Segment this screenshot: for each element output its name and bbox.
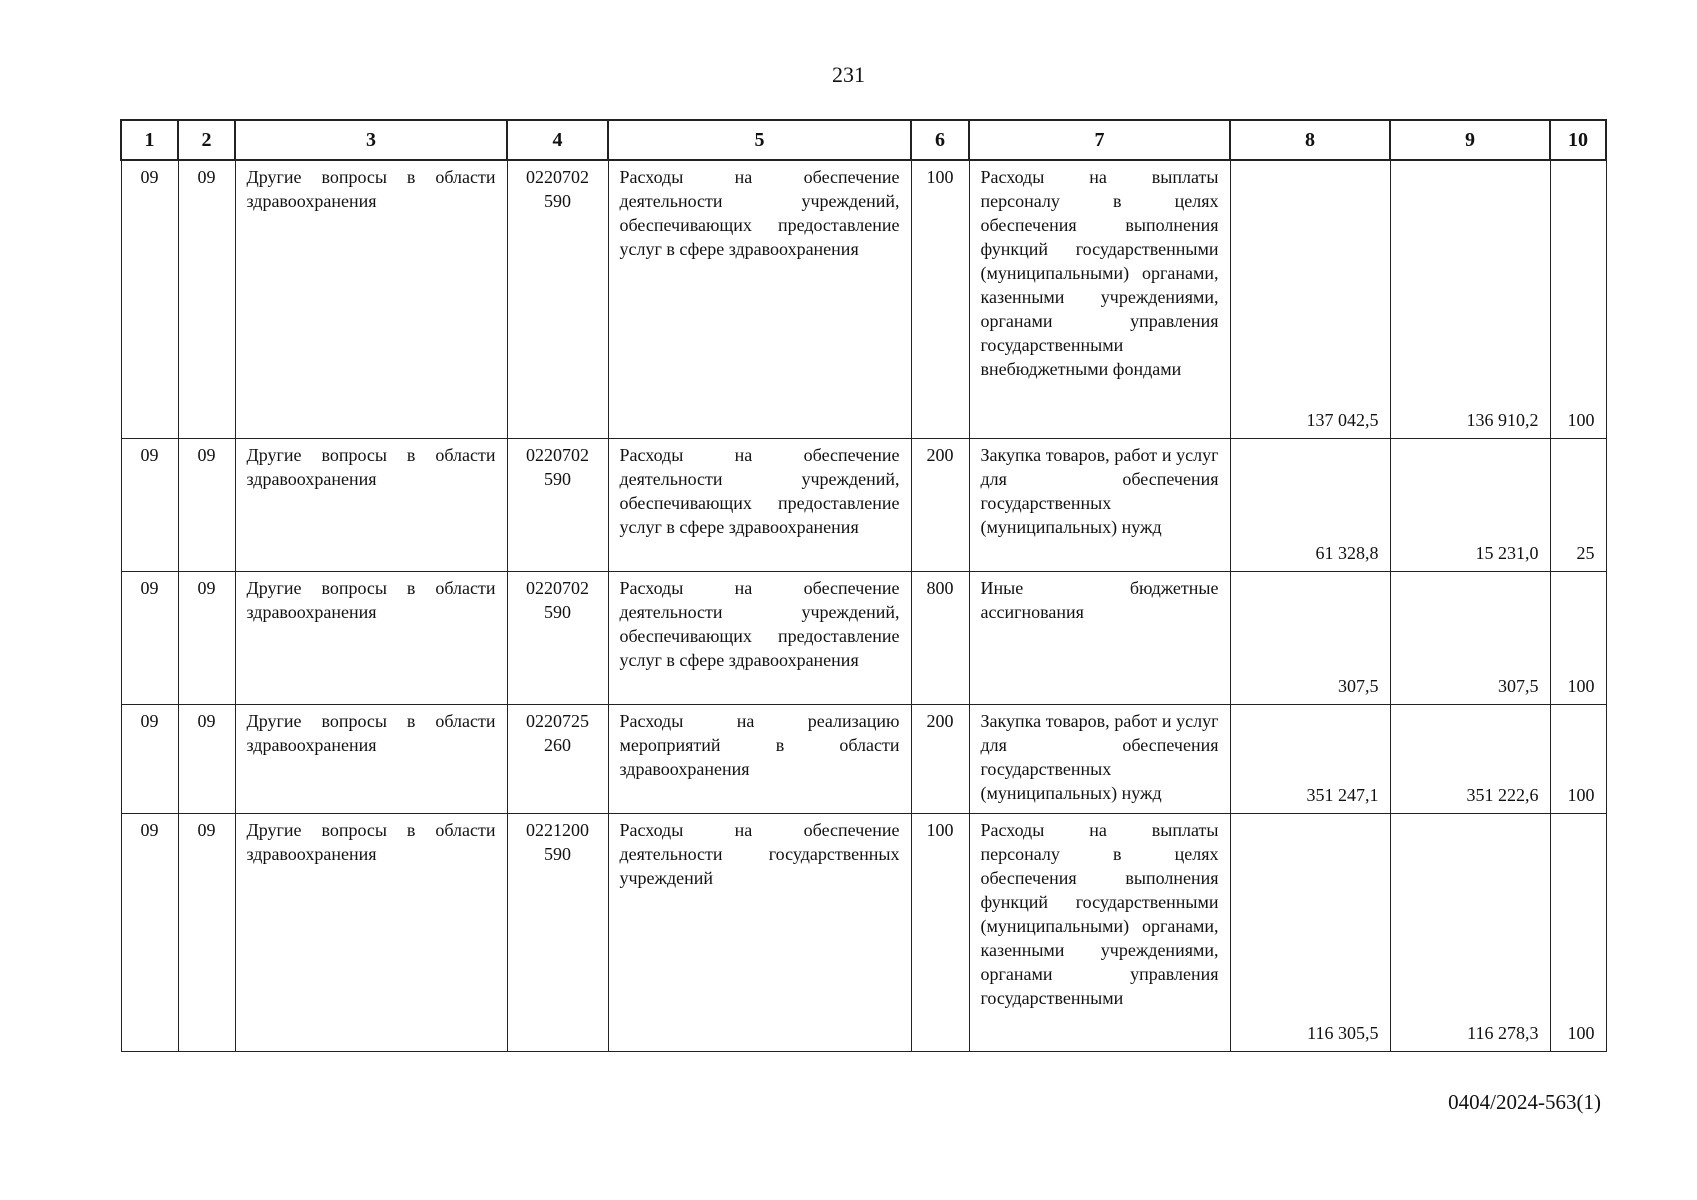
- amount-executed: 15 231,0: [1390, 438, 1550, 571]
- header-cell: 1: [121, 120, 178, 160]
- target-article-code: 0220702 590: [507, 438, 608, 571]
- expense-type-code: 100: [911, 160, 969, 438]
- amount-executed: 136 910,2: [1390, 160, 1550, 438]
- section-name: Другие вопросы в области здравоохранения: [235, 438, 507, 571]
- expense-type-code: 200: [911, 704, 969, 813]
- target-article-name: Расходы на обеспечение деятельности учреждений, обеспечивающих предоставление услуг в сфере здравоохранения: [608, 160, 911, 438]
- target-article-code: 0220702 590: [507, 571, 608, 704]
- header-cell: 9: [1390, 120, 1550, 160]
- amount-planned: 351 247,1: [1230, 704, 1390, 813]
- amount-planned: 307,5: [1230, 571, 1390, 704]
- header-row: [121, 120, 1606, 160]
- section-name: Другие вопросы в области здравоохранения: [235, 813, 507, 1051]
- target-article-name: Расходы на обеспечение деятельности государственных учреждений: [608, 813, 911, 1051]
- header-cell: 6: [911, 120, 969, 160]
- execution-percent: 25: [1550, 438, 1606, 571]
- header-cell: 3: [235, 120, 507, 160]
- section-code: 09: [121, 160, 178, 438]
- expense-type-code: 800: [911, 571, 969, 704]
- execution-percent: 100: [1550, 571, 1606, 704]
- target-article-code: 0221200 590: [507, 813, 608, 1051]
- expense-type-name: Иные бюджетные ассигнования: [969, 571, 1230, 704]
- expense-type-name: Закупка товаров, работ и услуг для обеспечения государственных (муниципальных) нужд: [969, 438, 1230, 571]
- header-cell: 5: [608, 120, 911, 160]
- section-name: Другие вопросы в области здравоохранения: [235, 160, 507, 438]
- amount-executed: 307,5: [1390, 571, 1550, 704]
- table-row: [121, 160, 1606, 438]
- execution-percent: 100: [1550, 160, 1606, 438]
- section-code: 09: [121, 438, 178, 571]
- table-row: [121, 571, 1606, 704]
- amount-planned: 61 328,8: [1230, 438, 1390, 571]
- table-row: [121, 813, 1606, 1051]
- header-cell: 4: [507, 120, 608, 160]
- header-cell: 7: [969, 120, 1230, 160]
- page-number: 231: [832, 62, 865, 87]
- amount-executed: 116 278,3: [1390, 813, 1550, 1051]
- expense-type-code: 100: [911, 813, 969, 1051]
- table-row: [121, 438, 1606, 571]
- amount-executed: 351 222,6: [1390, 704, 1550, 813]
- section-code: 09: [121, 704, 178, 813]
- section-code: 09: [121, 571, 178, 704]
- subsection-code: 09: [178, 571, 235, 704]
- header-cell: 2: [178, 120, 235, 160]
- target-article-name: Расходы на обеспечение деятельности учреждений, обеспечивающих предоставление услуг в сфере здравоохранения: [608, 571, 911, 704]
- subsection-code: 09: [178, 438, 235, 571]
- table-row: [121, 704, 1606, 813]
- subsection-code: 09: [178, 813, 235, 1051]
- target-article-name: Расходы на реализацию мероприятий в области здравоохранения: [608, 704, 911, 813]
- target-article-code: 0220702 590: [507, 160, 608, 438]
- amount-planned: 137 042,5: [1230, 160, 1390, 438]
- section-name: Другие вопросы в области здравоохранения: [235, 571, 507, 704]
- header-cell: 10: [1550, 120, 1606, 160]
- subsection-code: 09: [178, 704, 235, 813]
- expense-type-code: 200: [911, 438, 969, 571]
- document-code: 0404/2024-563(1): [1448, 1090, 1601, 1114]
- target-article-code: 0220725 260: [507, 704, 608, 813]
- subsection-code: 09: [178, 160, 235, 438]
- expense-type-name: Закупка товаров, работ и услуг для обеспечения государственных (муниципальных) нужд: [969, 704, 1230, 813]
- expense-type-name: Расходы на выплаты персоналу в целях обеспечения выполнения функций государственными (муниципальными) органами, казенными учреждениями, органами управления государственными внебюджетными фондами: [969, 160, 1230, 438]
- target-article-name: Расходы на обеспечение деятельности учреждений, обеспечивающих предоставление услуг в сфере здравоохранения: [608, 438, 911, 571]
- header-cell: 8: [1230, 120, 1390, 160]
- execution-percent: 100: [1550, 704, 1606, 813]
- expense-type-name: Расходы на выплаты персоналу в целях обеспечения выполнения функций государственными (муниципальными) органами, казенными учреждениями, органами управления государственными: [969, 813, 1230, 1051]
- section-code: 09: [121, 813, 178, 1051]
- budget-table: [120, 119, 1607, 1052]
- execution-percent: 100: [1550, 813, 1606, 1051]
- section-name: Другие вопросы в области здравоохранения: [235, 704, 507, 813]
- amount-planned: 116 305,5: [1230, 813, 1390, 1051]
